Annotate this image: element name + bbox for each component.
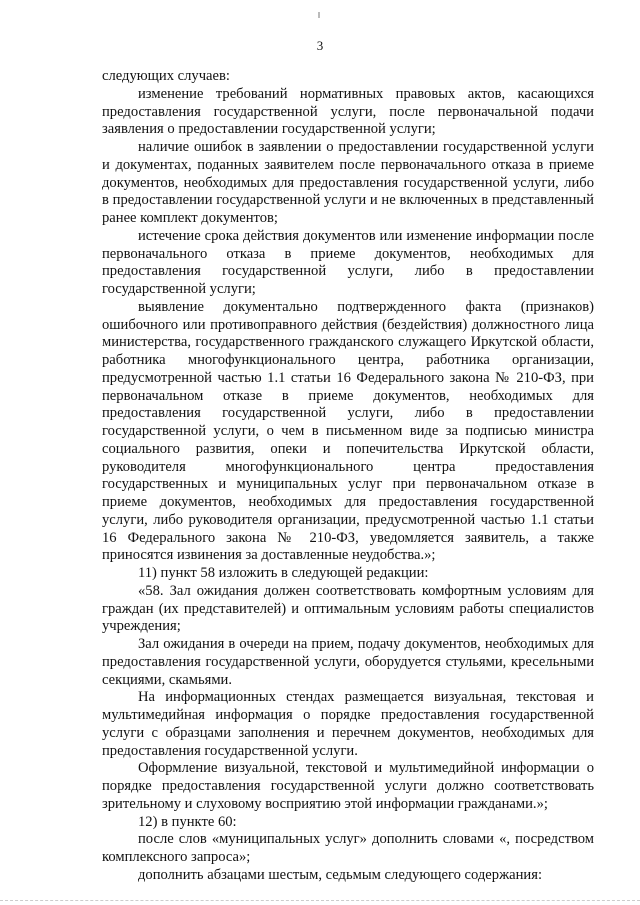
paragraph: после слов «муниципальных услуг» дополнить словами «, посредством комплексного запроса»; [102,831,594,865]
paragraph: истечение срока действия документов или изменение информации после первоначального отказа в приеме документов, необходимых для предоставления государственной услуги, либо в предоставлении государственной услуги; [102,227,594,297]
page-number: 3 [316,38,324,53]
paragraph: На информационных стендах размещается визуальная, текстовая и мультимедийная информация о порядке предоставления государственной услуги с образцами заполнения и перечнем документов, необходимых для предоставления государственной услуги. [102,689,594,759]
page-bottom-edge [0,900,640,902]
paragraph: 11) пункт 58 изложить в следующей редакции: [138,565,429,581]
paragraph: выявление документально подтвержденного факта (признаков) ошибочного или противоправного действия (бездействия) должностного лица министерства, государственного гражданского служащего Иркутской области, работника многофункционального центра, работника организации, предусмотренной частью 1.1 статьи 16 Федерального закона № 210-ФЗ, при первоначальном отказе в приеме документов, необходимых для предоставления государственной услуги, либо в предоставлении государственной услуги, о чем в письменном виде за подписью министра социального развития, опеки и попечительства Иркутской области, руководителя многофункционального центра предоставления государственных и муниципальных услуг при первоначальном отказе в приеме документов, необходимых для предоставления государственной услуги, либо руководителя организации, предусмотренной частью 1.1 статьи 16 Федерального закона № 210-ФЗ, уведомляется заявитель, а также приносятся извинения за доставленные неудобства.»; [102,298,594,564]
paragraph: «58. Зал ожидания должен соответствовать комфортным условиям для граждан (их представителей) и оптимальным условиям работы специалистов учреждения; [102,582,594,635]
scan-mark [318,12,320,18]
paragraph: изменение требований нормативных правовых актов, касающихся предоставления государственной услуги, после первоначальной подачи заявления о предоставлении государственной услуги; [102,85,594,138]
paragraph: дополнить абзацами шестым, седьмым следующего содержания: [138,866,543,883]
document-body [102,68,594,885]
paragraph: наличие ошибок в заявлении о предоставлении государственной услуги и документах, поданных заявителем после первоначального отказа в приеме документов, необходимых для предоставления государственной услуги, либо в предоставлении государственной услуги и не включенных в представленный ранее комплект документов; [102,139,594,226]
paragraph: следующих случаев: [102,68,230,84]
paragraph: 12) в пункте 60: [138,813,237,830]
paragraph: Оформление визуальной, текстовой и мультимедийной информации о порядке предоставления государственной услуги должно соответствовать зрительному и слуховому восприятию этой информации гражданами.»; [102,760,594,812]
paragraph: Зал ожидания в очереди на прием, подачу документов, необходимых для предоставления государственной услуги, оборудуется стульями, кресельными секциями, скамьями. [102,636,594,688]
